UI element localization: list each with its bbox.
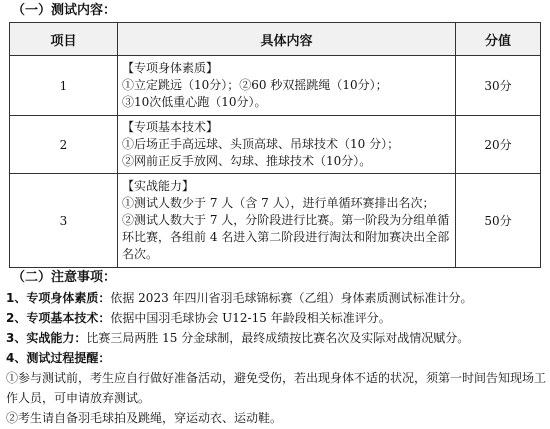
row-content (118, 116, 456, 174)
note-item (6, 308, 546, 328)
table-header-row (10, 23, 541, 56)
note-text: 依据 2023 年四川省羽毛球锦标赛（乙组）身体素质测试标准计分。 (110, 291, 473, 305)
note-label: 1、专项身体素质： (6, 291, 111, 305)
note-item (6, 288, 546, 308)
header-content: 具体内容 (118, 23, 456, 56)
table-row (10, 56, 541, 116)
row-item-number: 3 (10, 174, 118, 268)
content-line: 【专项基本技术】 (122, 119, 219, 134)
header-score: 分值 (456, 23, 541, 56)
section-title-notes: （二）注意事项： (12, 270, 117, 285)
row-item-number: 2 (10, 116, 118, 174)
note-item (6, 348, 546, 368)
content-line: ①后场正手高远球、头顶高球、吊球技术（10 分）； (122, 136, 400, 151)
row-content (118, 174, 456, 268)
content-line: 【专项身体素质】 (122, 60, 219, 75)
note-text: 依据中国羽毛球协会 U12-15 年龄段相关标准评分。 (110, 311, 391, 325)
row-item-number: 1 (10, 56, 118, 116)
reminder-paragraph: ①参与测试前，考生应自行做好准备活动，避免受伤，若出现身体不适的状况，须第一时间告知现场工作人员，可申请放弃测试。 (6, 371, 547, 405)
row-content (118, 56, 456, 116)
note-label: 2、专项基本技术： (6, 311, 111, 325)
content-line: ①立定跳远（10分）；②60 秒双摇跳绳（10分）； (122, 77, 388, 92)
header-item: 项目 (10, 23, 118, 56)
content-line: ②网前正反手放网、勾球、推球技术（10分）。 (122, 153, 372, 168)
content-line: ③10次低重心跑（10分）。 (122, 94, 267, 109)
content-line: 【实战能力】 (122, 178, 195, 193)
row-score: 20分 (456, 116, 541, 174)
row-score: 50分 (456, 174, 541, 268)
section-title-test-content: （一）测试内容： (12, 3, 117, 18)
test-content-table (9, 22, 541, 268)
content-line: ①测试人数少于 7 人（含 7 人），进行单循环赛排出名次； (122, 195, 435, 210)
content-line: ②测试人数大于 7 人，分阶段进行比赛。第一阶段为分组单循环比赛，各组前 4 名进入第二阶段进行淘汰和附加赛决出全部名次。 (122, 212, 450, 261)
notes-section (6, 268, 546, 428)
note-text: 比赛三局两胜 15 分金球制，最终成绩按比赛名次及实际对战情况赋分。 (86, 331, 470, 345)
note-item (6, 328, 546, 348)
note-label: 3、实战能力： (6, 331, 87, 345)
reminder-paragraph: ②考生请自备羽毛球拍及跳绳，穿运动衣、运动鞋。 (6, 411, 283, 425)
note-label: 4、测试过程提醒： (6, 351, 111, 365)
table-row (10, 174, 541, 268)
table-row (10, 116, 541, 174)
row-score: 30分 (456, 56, 541, 116)
